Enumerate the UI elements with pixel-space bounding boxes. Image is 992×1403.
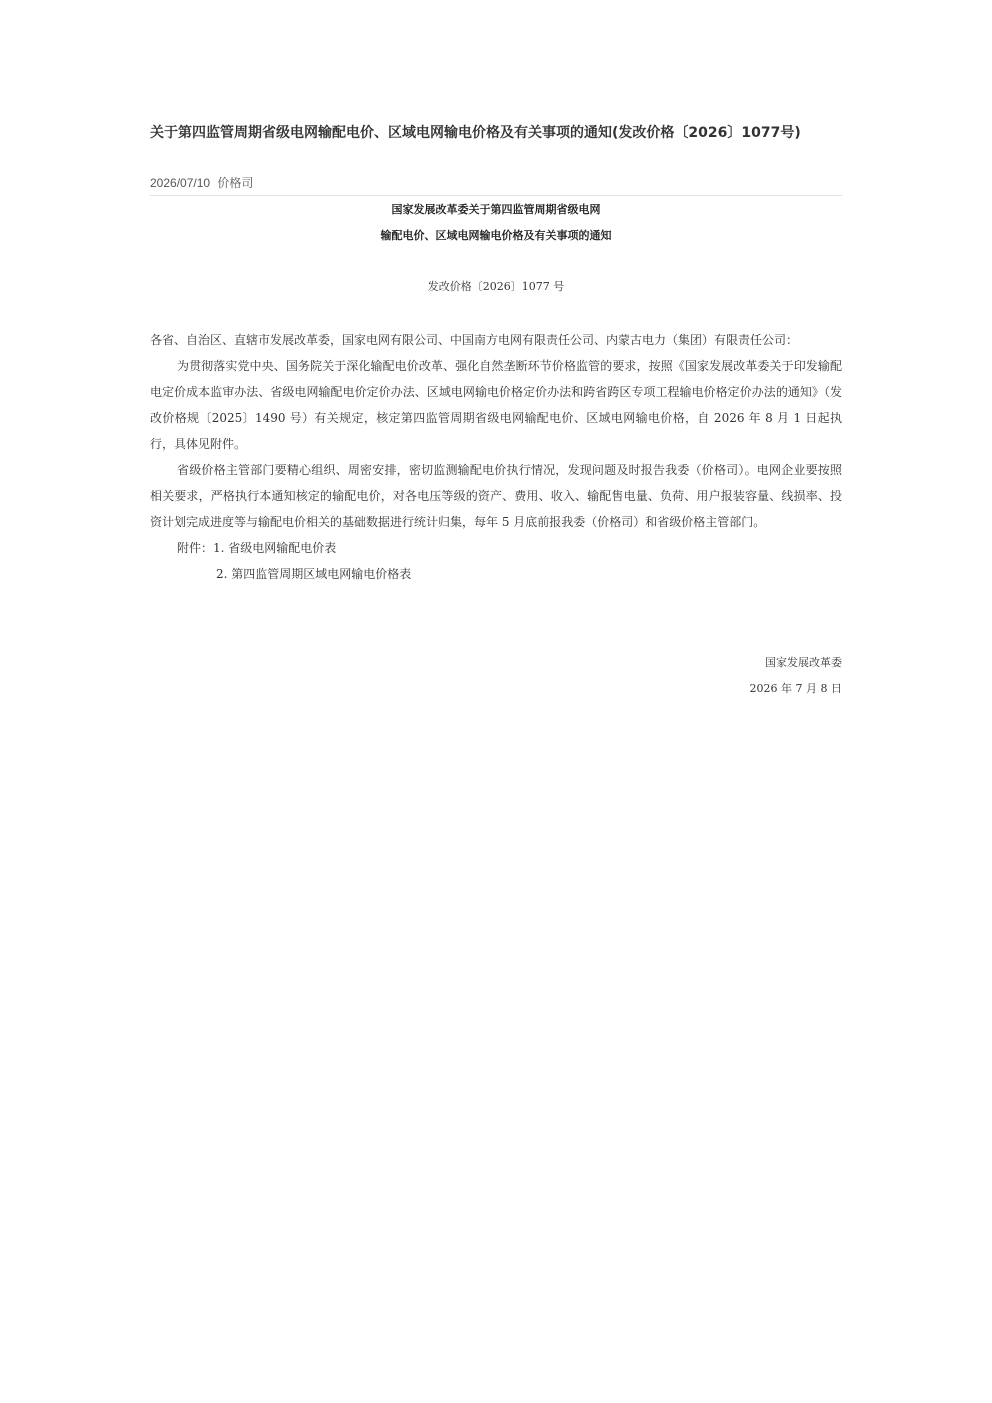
title-divider [150, 195, 842, 196]
attachment-item-1: 附件：1. 省级电网输配电价表 [177, 541, 337, 555]
document-body [150, 327, 842, 587]
document-number: 发改价格〔2026〕1077 号 [427, 280, 565, 293]
body-paragraph-1: 为贯彻落实党中央、国务院关于深化输配电价改革、强化自然垄断环节价格监管的要求，按照《国家发展改革委关于印发输配电定价成本监审办法、省级电网输配电价定价办法、区域电网输电价格定价办法和跨省跨区专项工程输电价格定价办法的通知》（发改价格规〔2025〕1490 号）有关规定，核定第四监管周期省级电网输配电价、区域电网输电价格，自 2026 年 8 月 1 日起执行，具体见附件。 [150, 359, 842, 451]
publish-date: 2026/07/10 [150, 176, 211, 190]
page-title: 关于第四监管周期省级电网输配电价、区域电网输电价格及有关事项的通知(发改价格〔2026〕1077号) [150, 125, 801, 141]
addressee: 各省、自治区、直辖市发展改革委，国家电网有限公司、中国南方电网有限责任公司、内蒙古电力（集团）有限责任公司： [150, 333, 799, 347]
signature-organization: 国家发展改革委 [765, 656, 842, 669]
article-meta [150, 174, 253, 192]
signature-date: 2026 年 7 月 8 日 [749, 682, 842, 695]
document-heading-line1: 国家发展改革委关于第四监管周期省级电网 [391, 203, 601, 216]
body-paragraph-2: 省级价格主管部门要精心组织、周密安排，密切监测输配电价执行情况，发现问题及时报告我委（价格司）。电网企业要按照相关要求，严格执行本通知核定的输配电价，对各电压等级的资产、费用、收入、输配售电量、负荷、用户报装容量、线损率、投资计划完成进度等与输配电价相关的基础数据进行统计归集，每年 5 月底前报我委（价格司）和省级价格主管部门。 [150, 463, 842, 529]
attachment-item-2: 2. 第四监管周期区域电网输电价格表 [216, 567, 412, 581]
source-department: 价格司 [217, 176, 254, 190]
document-heading-line2: 输配电价、区域电网输电价格及有关事项的通知 [380, 229, 612, 242]
